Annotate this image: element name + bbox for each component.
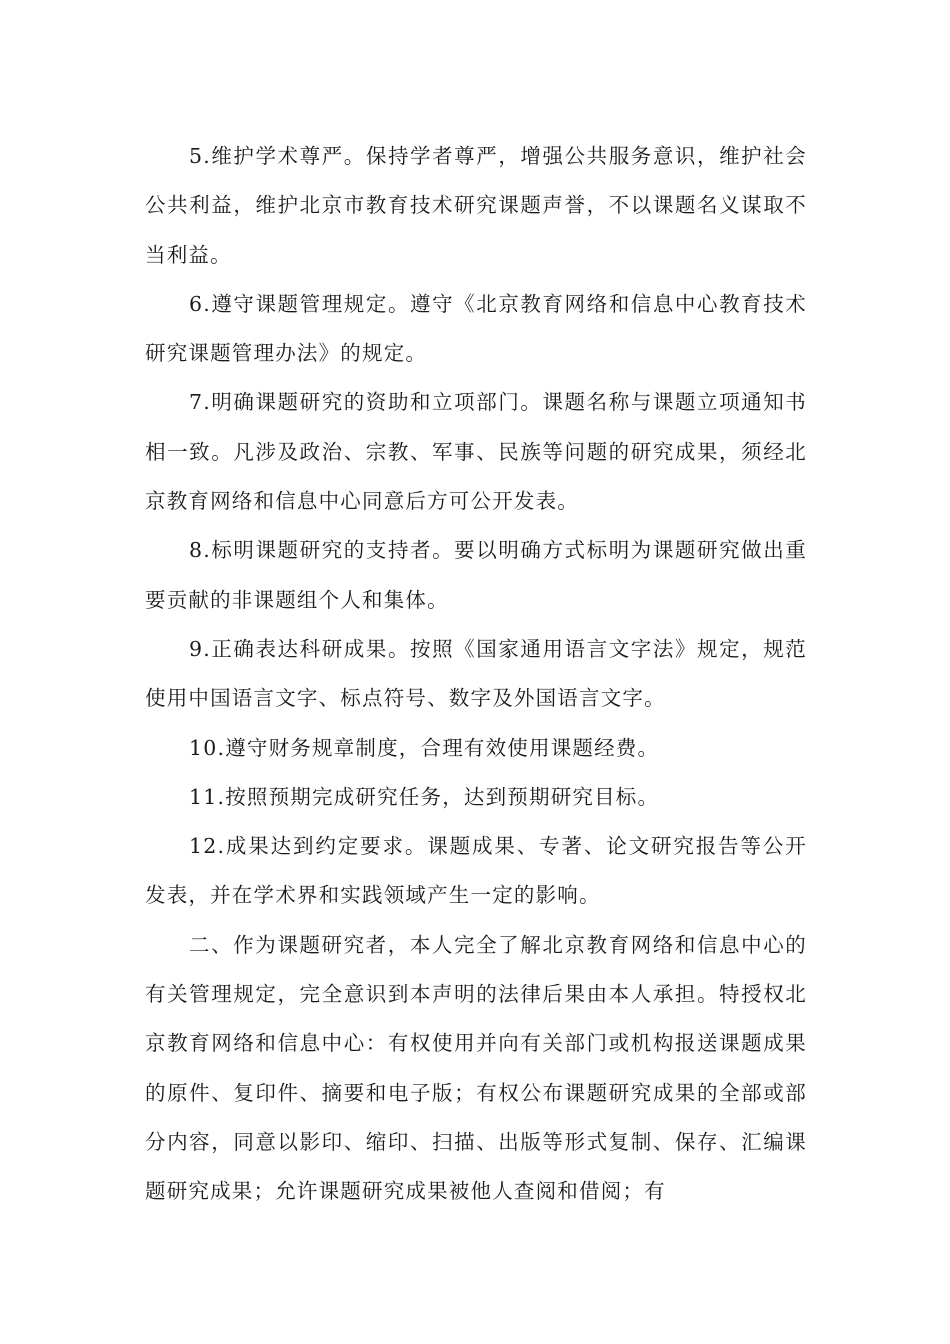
paragraph-section-two: 二、作为课题研究者，本人完全了解北京教育网络和信息中心的有关管理规定，完全意识到本声明的法律后果由本人承担。特授权北京教育网络和信息中心：有权使用并向有关部门或机构报送课题成果的原件、复印件、摘要和电子版；有权公布课题研究成果的全部或部分内容，同意以影印、缩印、扫描、出版等形式复制、保存、汇编课题研究成果；允许课题研究成果被他人查阅和借阅；有 xyxy=(145,932,807,1204)
paragraph-item-8: 8.标明课题研究的支持者。要以明确方式标明为课题研究做出重要贡献的非课题组个人和集体。 xyxy=(145,538,807,612)
document-body xyxy=(145,132,807,1217)
paragraph-item-7: 7.明确课题研究的资助和立项部门。课题名称与课题立项通知书相一致。凡涉及政治、宗教、军事、民族等问题的研究成果，须经北京教育网络和信息中心同意后方可公开发表。 xyxy=(145,390,807,514)
paragraph-item-5: 5.维护学术尊严。保持学者尊严，增强公共服务意识，维护社会公共利益，维护北京市教育技术研究课题声誉，不以课题名义谋取不当利益。 xyxy=(145,144,807,267)
paragraph-item-6: 6.遵守课题管理规定。遵守《北京教育网络和信息中心教育技术研究课题管理办法》的规定。 xyxy=(145,291,807,366)
paragraph-item-10: 10.遵守财务规章制度，合理有效使用课题经费。 xyxy=(189,735,660,760)
paragraph-item-11: 11.按照预期完成研究任务，达到预期研究目标。 xyxy=(189,784,660,809)
paragraph-item-12: 12.成果达到约定要求。课题成果、专著、论文研究报告等公开发表，并在学术界和实践领域产生一定的影响。 xyxy=(145,834,807,908)
paragraph-item-9: 9.正确表达科研成果。按照《国家通用语言文字法》规定，规范使用中国语言文字、标点符号、数字及外国语言文字。 xyxy=(145,636,807,711)
